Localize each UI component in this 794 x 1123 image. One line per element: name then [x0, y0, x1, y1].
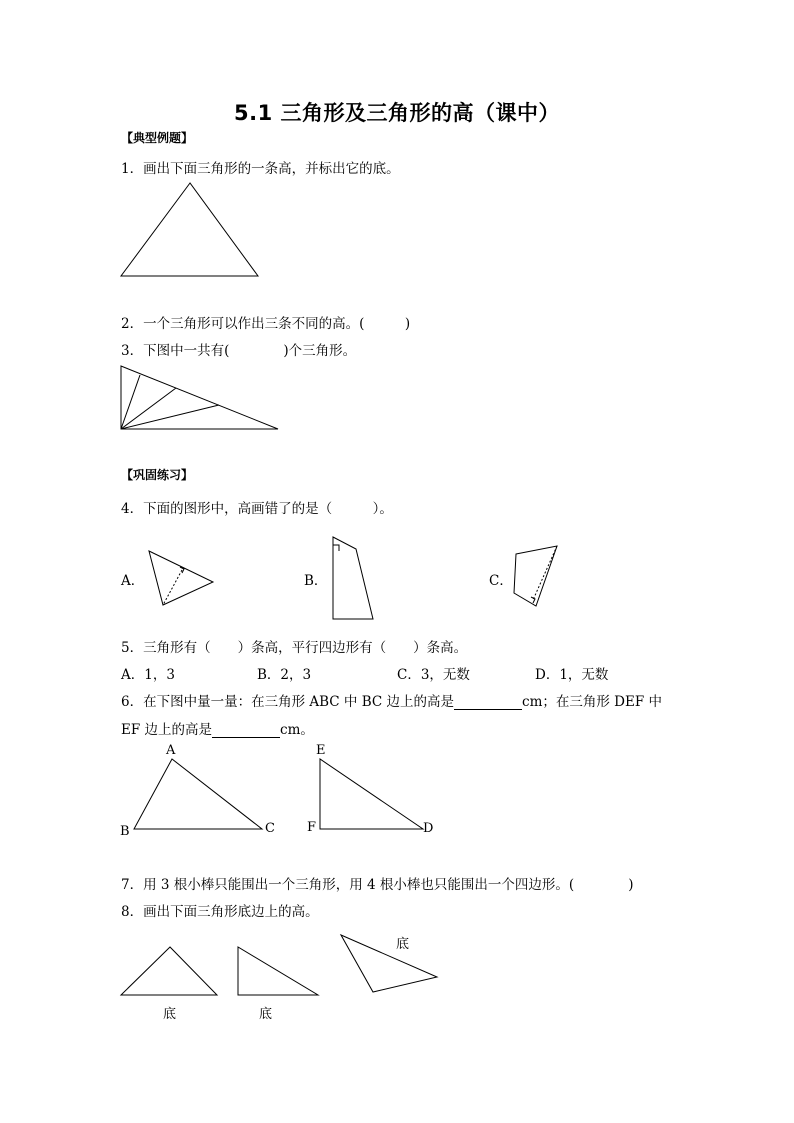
vertex-label-d: D: [423, 821, 434, 836]
vertex-label-b: B: [120, 824, 130, 839]
question-3: 3．下图中一共有( )个三角形。: [121, 343, 357, 359]
q5-option-d: D．1，无数: [535, 667, 609, 683]
question-4: 4．下面的图形中，高画错了的是（ ）。: [121, 501, 393, 517]
question-7: 7．用 3 根小棒只能围出一个三角形，用 4 根小棒也只能围出一个四边形。( ): [121, 877, 634, 893]
q8-triangle-1: [121, 947, 217, 995]
q6-text-part-1: 6．在下图中量一量：在三角形 ABC 中 BC 边上的高是: [121, 694, 455, 710]
q5-option-a: A．1，3: [121, 667, 175, 683]
q8-triangle-2: [238, 947, 318, 995]
question-8: 8．画出下面三角形底边上的高。: [121, 904, 319, 920]
question-5: 5．三角形有（ ）条高，平行四边形有（ ）条高。: [121, 640, 468, 656]
option-c-label: C．: [489, 573, 513, 589]
question-2: 2．一个三角形可以作出三条不同的高。( ): [121, 316, 411, 332]
q8-base-label-1: 底: [163, 1007, 177, 1022]
q8-base-label-3: 底: [396, 937, 410, 952]
vertex-label-e: E: [316, 743, 326, 758]
option-a-label: A．: [121, 573, 145, 589]
q6-text-part-4: cm。: [280, 722, 314, 738]
question-1: 1．画出下面三角形的一条高，并标出它的底。: [121, 161, 400, 177]
section-heading-practice: 【巩固练习】: [121, 468, 194, 482]
section-heading-examples: 【典型例题】: [121, 131, 194, 145]
vertex-label-c: C: [265, 821, 275, 836]
q6-text-part-3: EF 边上的高是: [121, 722, 213, 738]
page-title: 5.1 三角形及三角形的高（课中）: [233, 101, 560, 125]
q8-triangle-3: [341, 935, 437, 992]
q8-base-label-2: 底: [259, 1007, 273, 1022]
q5-option-b: B．2，3: [257, 667, 312, 683]
q6-text-part-2: cm；在三角形 DEF 中: [522, 694, 663, 710]
vertex-label-a: A: [166, 743, 176, 758]
vertex-label-f: F: [307, 820, 317, 835]
option-b-label: B．: [304, 573, 328, 589]
q5-option-c: C．3，无数: [397, 667, 470, 683]
